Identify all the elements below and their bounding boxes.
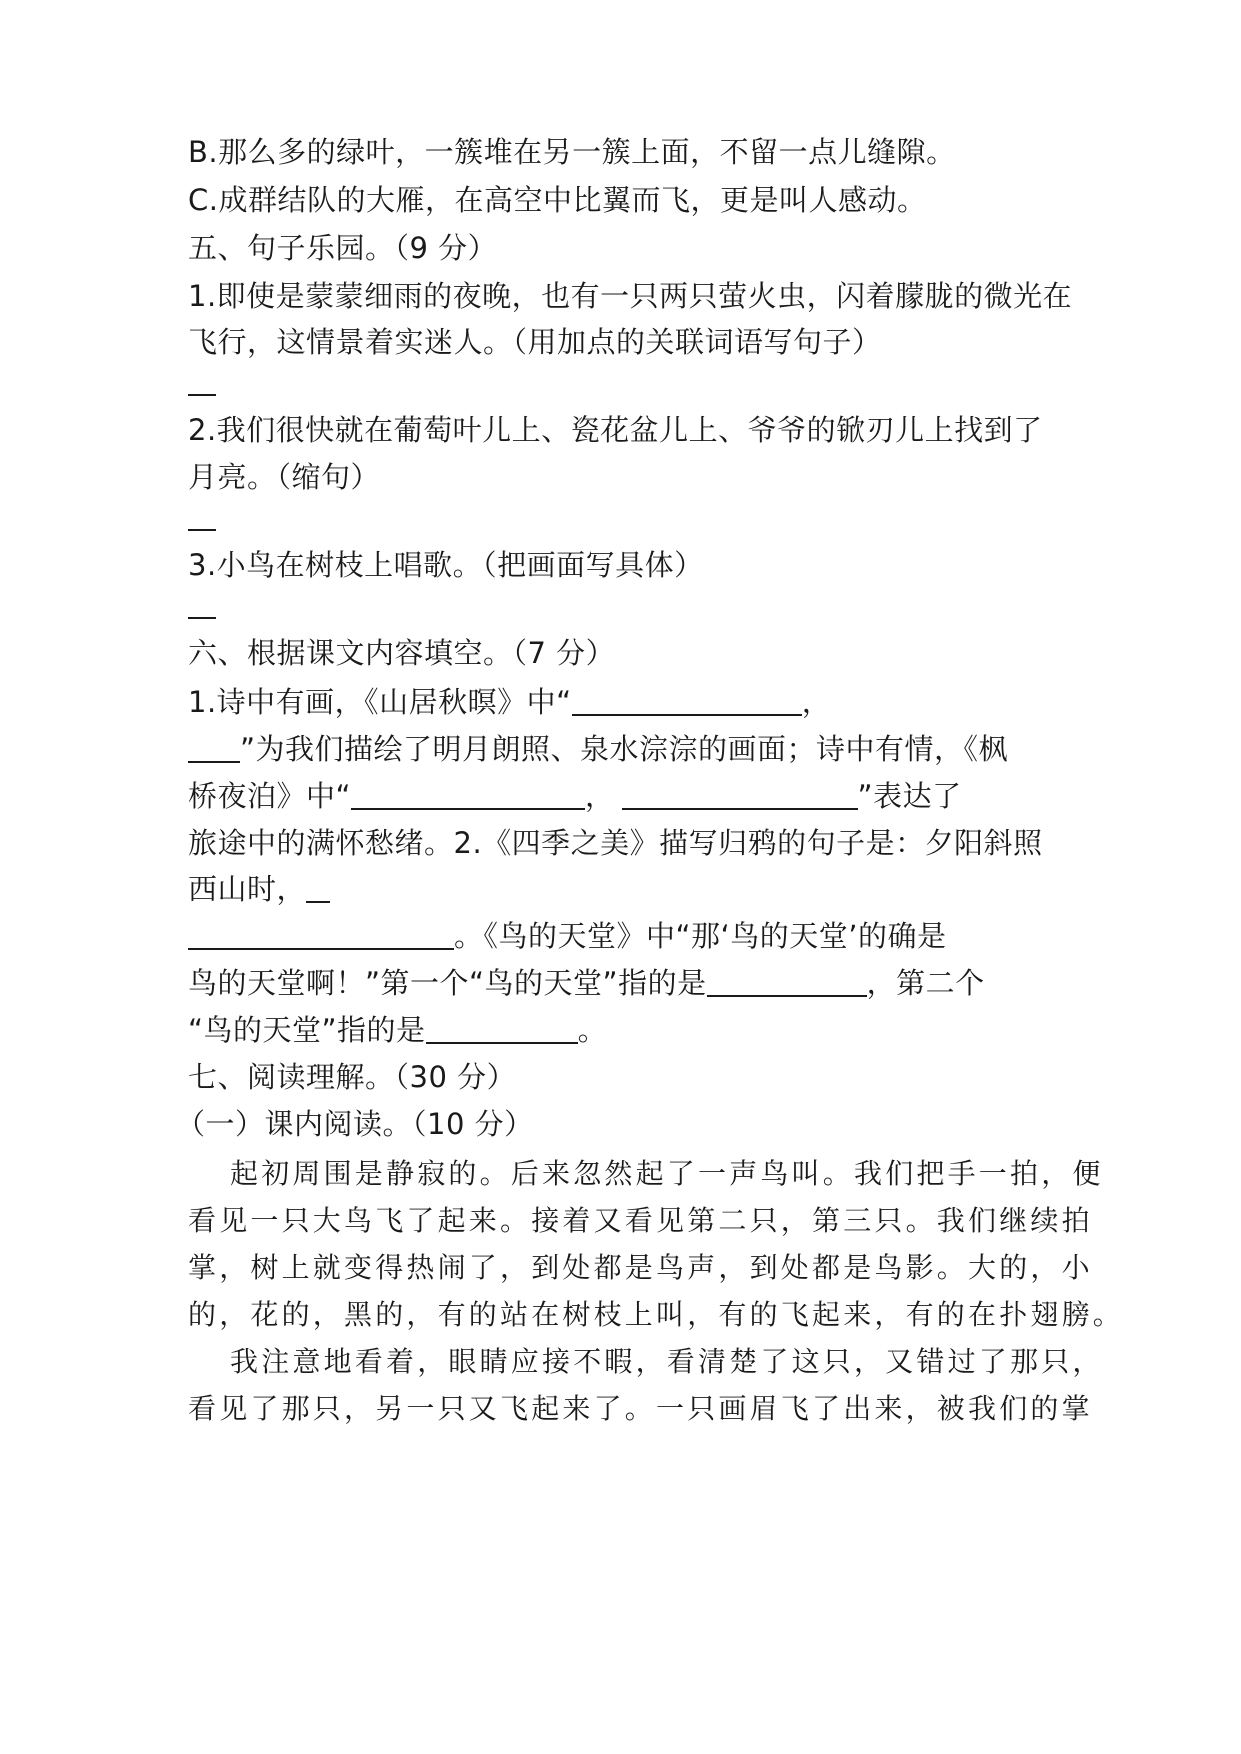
section-5-heading: 五、句子乐园。（9 分） [188, 231, 498, 265]
fill-blank[interactable] [188, 731, 240, 763]
q6-line-6 [188, 916, 946, 956]
section-6-heading: 六、根据课文内容填空。（7 分） [188, 636, 616, 670]
q6-line-2 [188, 729, 1008, 769]
fill-blank[interactable] [572, 684, 802, 716]
passage-line: 看见一只大鸟飞了起来。接着又看见第二只，第三只。我们继续拍 [188, 1204, 1093, 1237]
passage-line: 看见了那只，另一只又飞起来了。一只画眉飞了出来，被我们的掌 [188, 1392, 1093, 1425]
q6-text: 。 [577, 1013, 608, 1047]
q6-line-4: 旅途中的满怀愁绪。2.《四季之美》描写归鸦的句子是：夕阳斜照 [188, 826, 1043, 860]
passage-line: 我注意地看着，眼睛应接不暇，看清楚了这只，又错过了那只， [230, 1345, 1104, 1378]
answer-blank[interactable] [188, 394, 216, 396]
q5-item1-line1: 1.即使是蒙蒙细雨的夜晚，也有一只两只萤火虫，闪着朦胧的微光在 [188, 279, 1073, 313]
q5-item2-line1: 2.我们很快就在葡萄叶儿上、瓷花盆儿上、爷爷的锨刃儿上找到了 [188, 413, 1043, 447]
q6-line-1 [188, 682, 831, 722]
q6-text: “鸟的天堂”指的是 [188, 1013, 426, 1047]
fill-blank[interactable] [351, 778, 585, 810]
q6-line-8 [188, 1010, 607, 1050]
q5-item1-line2: 飞行，这情景着实迷人。（用加点的关联词语写句子） [188, 325, 882, 359]
q6-text: ”表达了 [857, 779, 962, 813]
q6-line-3 [188, 776, 962, 816]
option-b: B.那么多的绿叶，一簇堆在另一簇上面，不留一点儿缝隙。 [188, 135, 956, 169]
q5-item3: 3.小鸟在树枝上唱歌。（把画面写具体） [188, 548, 704, 582]
q6-text: 桥夜泊》中“ [188, 779, 352, 813]
q6-text: 。《鸟的天堂》中“那‘鸟的天堂’的确是 [454, 919, 947, 953]
q6-text: ， [801, 685, 832, 719]
q5-item2-line2: 月亮。（缩句） [188, 460, 381, 494]
fill-blank[interactable] [622, 778, 858, 810]
answer-blank[interactable] [188, 617, 216, 619]
option-c: C.成群结队的大雁，在高空中比翼而飞，更是叫人感动。 [188, 183, 927, 217]
q6-text: 西山时， [188, 872, 307, 906]
passage-line: 的，花的，黑的，有的站在树枝上叫，有的飞起来，有的在扑翅膀。 [188, 1298, 1125, 1331]
fill-blank[interactable] [426, 1012, 578, 1044]
fill-blank[interactable] [188, 918, 454, 950]
answer-blank[interactable] [188, 529, 216, 531]
passage-line: 掌，树上就变得热闹了，到处都是鸟声，到处都是鸟影。大的，小 [188, 1251, 1093, 1284]
passage-line: 起初周围是静寂的。后来忽然起了一声鸟叫。我们把手一拍，便 [230, 1157, 1104, 1190]
section-7-heading: 七、阅读理解。（30 分） [188, 1060, 517, 1094]
fill-blank[interactable] [707, 965, 867, 997]
fill-blank[interactable] [306, 871, 330, 903]
q6-text: ，第二个 [866, 966, 985, 1000]
q6-text: 1.诗中有画，《山居秋暝》中“ [188, 685, 572, 719]
q6-line-5 [188, 869, 330, 909]
q6-text: ”为我们描绘了明月朗照、泉水淙淙的画面；诗中有情，《枫 [240, 732, 1009, 766]
q6-text: 鸟的天堂啊！”第一个“鸟的天堂”指的是 [188, 966, 707, 1000]
q6-line-7 [188, 963, 985, 1003]
subsection-heading: （一）课内阅读。（10 分） [176, 1107, 534, 1141]
q6-text: ， [585, 779, 615, 813]
